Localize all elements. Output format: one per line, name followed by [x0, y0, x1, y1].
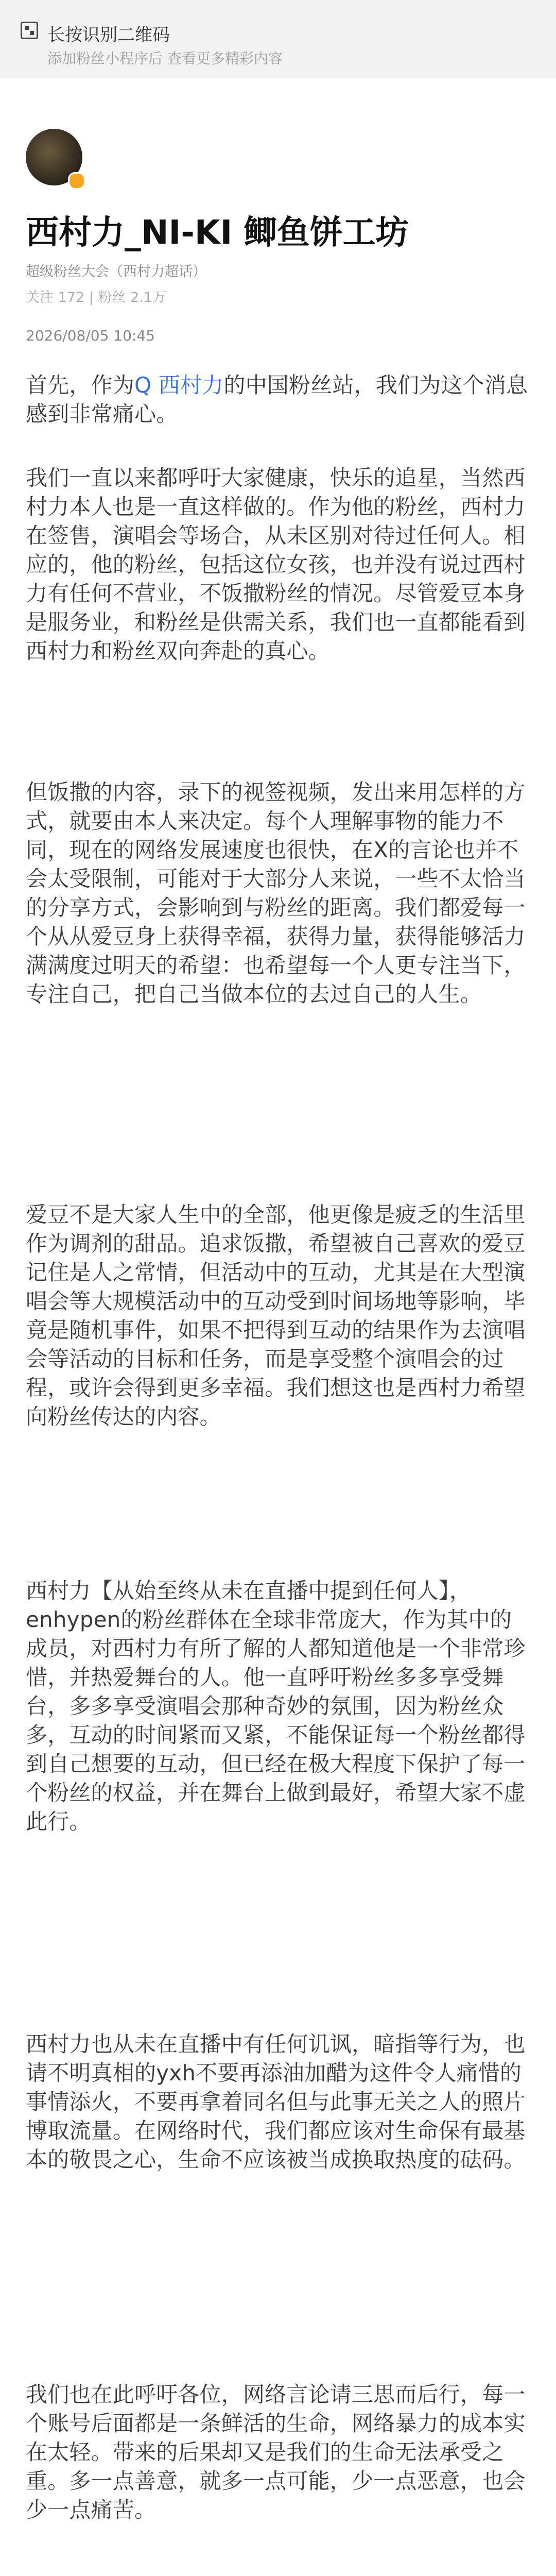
post-date: 2026/08/05 10:45 [26, 327, 155, 344]
paragraph-7: 我们也在此呼吁各位，网络言论请三思而后行，每一个账号后面都是一条鲜活的生命，网络暴力的成本实在太轻。带来的后果却又是我们的生命无法承受之重。多一点善意，就多一点可能，少一点恶意，也会少一点痛苦。 [26, 2382, 526, 2522]
paragraph-intro: 首先，作为Q 西村力的中国粉丝站，我们为这个消息感到非常痛心。 [26, 372, 528, 427]
author-stats: 关注 172 | 粉丝 2.1万 [26, 290, 166, 306]
qr-banner[interactable] [0, 0, 556, 78]
qr-code-icon [21, 22, 38, 39]
qr-banner-title: 长按识别二维码 [47, 25, 170, 45]
paragraph-3: 但饭撒的内容，录下的视签视频，发出来用怎样的方式，就要由本人来决定。每个人理解事物的能力不同，现在的网络发展速度也很快，在X的言论也并不会太受限制，可能对于大部分人来说，一些不太恰当的分享方式，会影响到与粉丝的距离。我们都爱每一个从从爱豆身上获得幸福，获得力量，获得能够活力满满度过明天的希望：也希望每一个人更专注当下，专注自己，把自己当做本位的去过自己的人生。 [26, 779, 526, 1007]
hashtag-link[interactable]: Q 西村力 [134, 372, 224, 398]
qr-banner-subtitle: 添加粉丝小程序后 查看更多精彩内容 [47, 50, 283, 67]
author-meta: 超级粉丝大会（西村力超话） [26, 264, 206, 280]
paragraph-4: 爱豆不是大家人生中的全部，他更像是疲乏的生活里作为调剂的甜品。追求饭撒，希望被自己喜欢的爱豆记住是人之常情，但活动中的互动，尤其是在大型演唱会等大规模活动中的互动受到时间场地等影响，毕竟是随机事件，如果不把得到互动的结果作为去演唱会等活动的目标和任务，而是享受整个演唱会的过程，或许会得到更多幸福。我们想这也是西村力希望向粉丝传达的内容。 [26, 1202, 526, 1429]
paragraph-5: 西村力【从始至终从未在直播中提到任何人】，enhypen的粉丝群体在全球非常庞大，作为其中的成员，对西村力有所了解的人都知道他是一个非常珍惜，并热爱舞台的人。他一直呼吁粉丝多多享受舞台，多多享受演唱会那种奇妙的氛围，因为粉丝众多，互动的时间紧而又紧，不能保证每一个粉丝都得到自己想要的互动，但已经在极大程度下保护了每一个粉丝的权益，并在舞台上做到最好，希望大家不虚此行。 [26, 1578, 526, 1834]
page-title: 西村力_NI-KI 鲫鱼饼工坊 [26, 214, 409, 252]
paragraph-2: 我们一直以来都呼吁大家健康，快乐的追星，当然西村力本人也是一直这样做的。作为他的粉丝，西村力在签售，演唱会等场合，从未区别对待过任何人。相应的，他的粉丝，包括这位女孩，也并没有说过西村力有任何不营业，不饭撒粉丝的情况。尽管爱豆本身是服务业，和粉丝是供需关系，我们也一直都能看到西村力和粉丝双向奔赴的真心。 [26, 465, 526, 664]
verified-badge-icon [68, 172, 85, 190]
paragraph-6: 西村力也从未在直播中有任何讥讽，暗指等行为，也请不明真相的yxh不要再添油加醋为这件令人痛惜的事情添火，不要再拿着同名但与此事无关之人的照片博取流量。在网络时代，我们都应该对生命保有最基本的敬畏之心，生命不应该被当成换取热度的砝码。 [26, 2031, 526, 2172]
